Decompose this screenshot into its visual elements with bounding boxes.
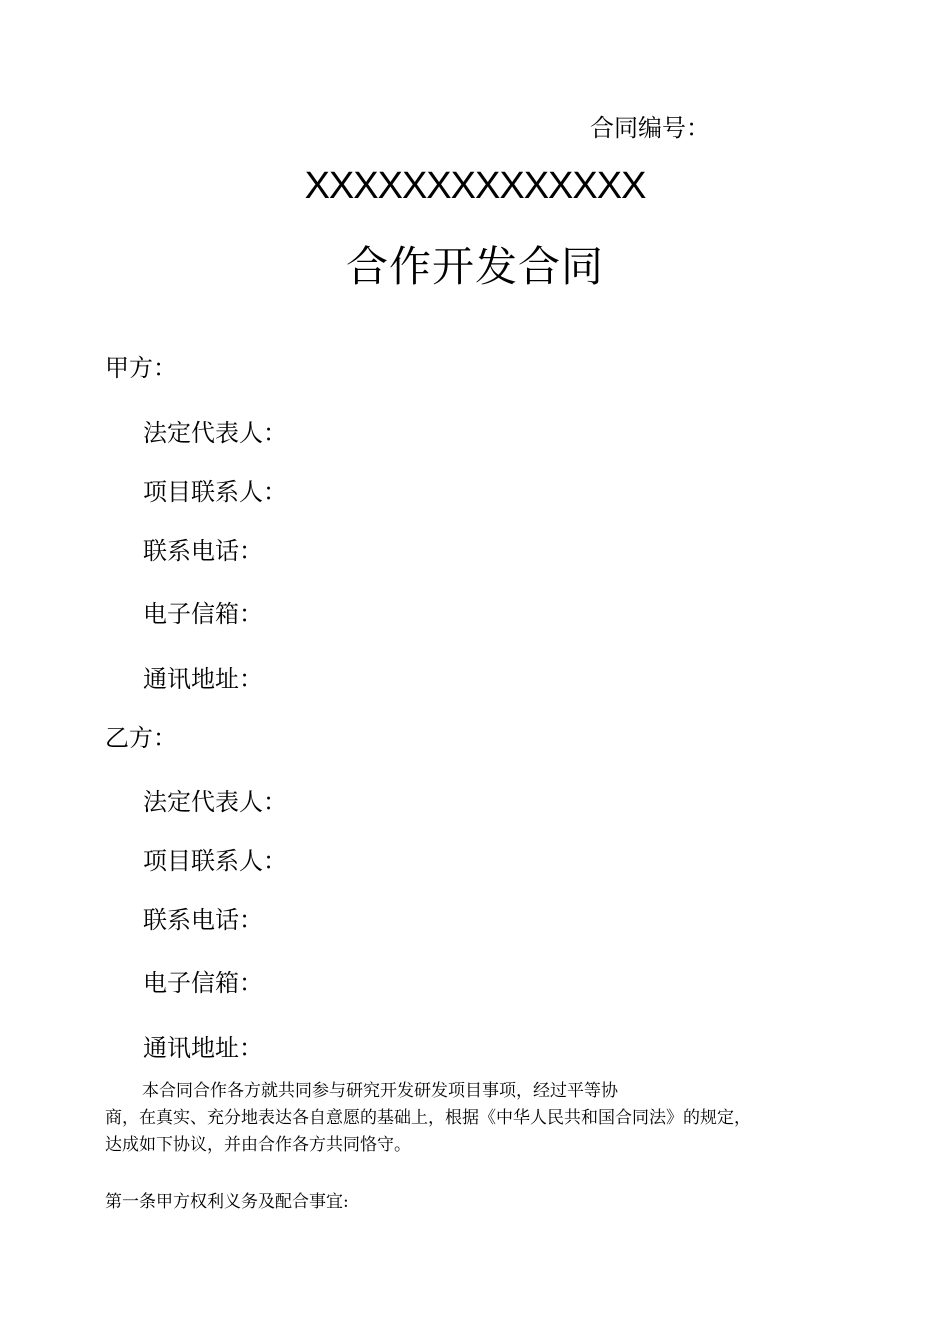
party-b-legal-rep: 法定代表人： <box>143 788 287 816</box>
article-1-heading: 第一条甲方权利义务及配合事宜: <box>105 1192 349 1212</box>
contract-number-label: 合同编号： <box>590 114 710 142</box>
party-a-address: 通讯地址： <box>143 665 263 693</box>
party-b-project-contact: 项目联系人： <box>143 847 287 875</box>
preamble-line-1: 本合同合作各方就共同参与研究开发研发项目事项，经过平等协 <box>142 1081 618 1101</box>
party-a-phone: 联系电话： <box>143 537 263 565</box>
party-a-legal-rep: 法定代表人： <box>143 419 287 447</box>
party-a-label: 甲方： <box>105 354 177 382</box>
party-b-email: 电子信箱： <box>143 969 263 997</box>
preamble-line-3: 达成如下协议，并由合作各方共同恪守。 <box>105 1135 411 1155</box>
document-title: 合作开发合同 <box>345 242 604 291</box>
preamble-paragraph <box>105 1078 845 1159</box>
party-a-email: 电子信箱： <box>143 600 263 628</box>
project-name-title: XXXXXXXXXXXXXX <box>304 165 646 207</box>
party-a-project-contact: 项目联系人： <box>143 478 287 506</box>
party-b-address: 通讯地址： <box>143 1034 263 1062</box>
party-b-phone: 联系电话： <box>143 906 263 934</box>
party-b-label: 乙方： <box>105 724 177 752</box>
preamble-line-2: 商，在真实、充分地表达各自意愿的基础上，根据《中华人民共和国合同法》的规定， <box>105 1108 751 1128</box>
